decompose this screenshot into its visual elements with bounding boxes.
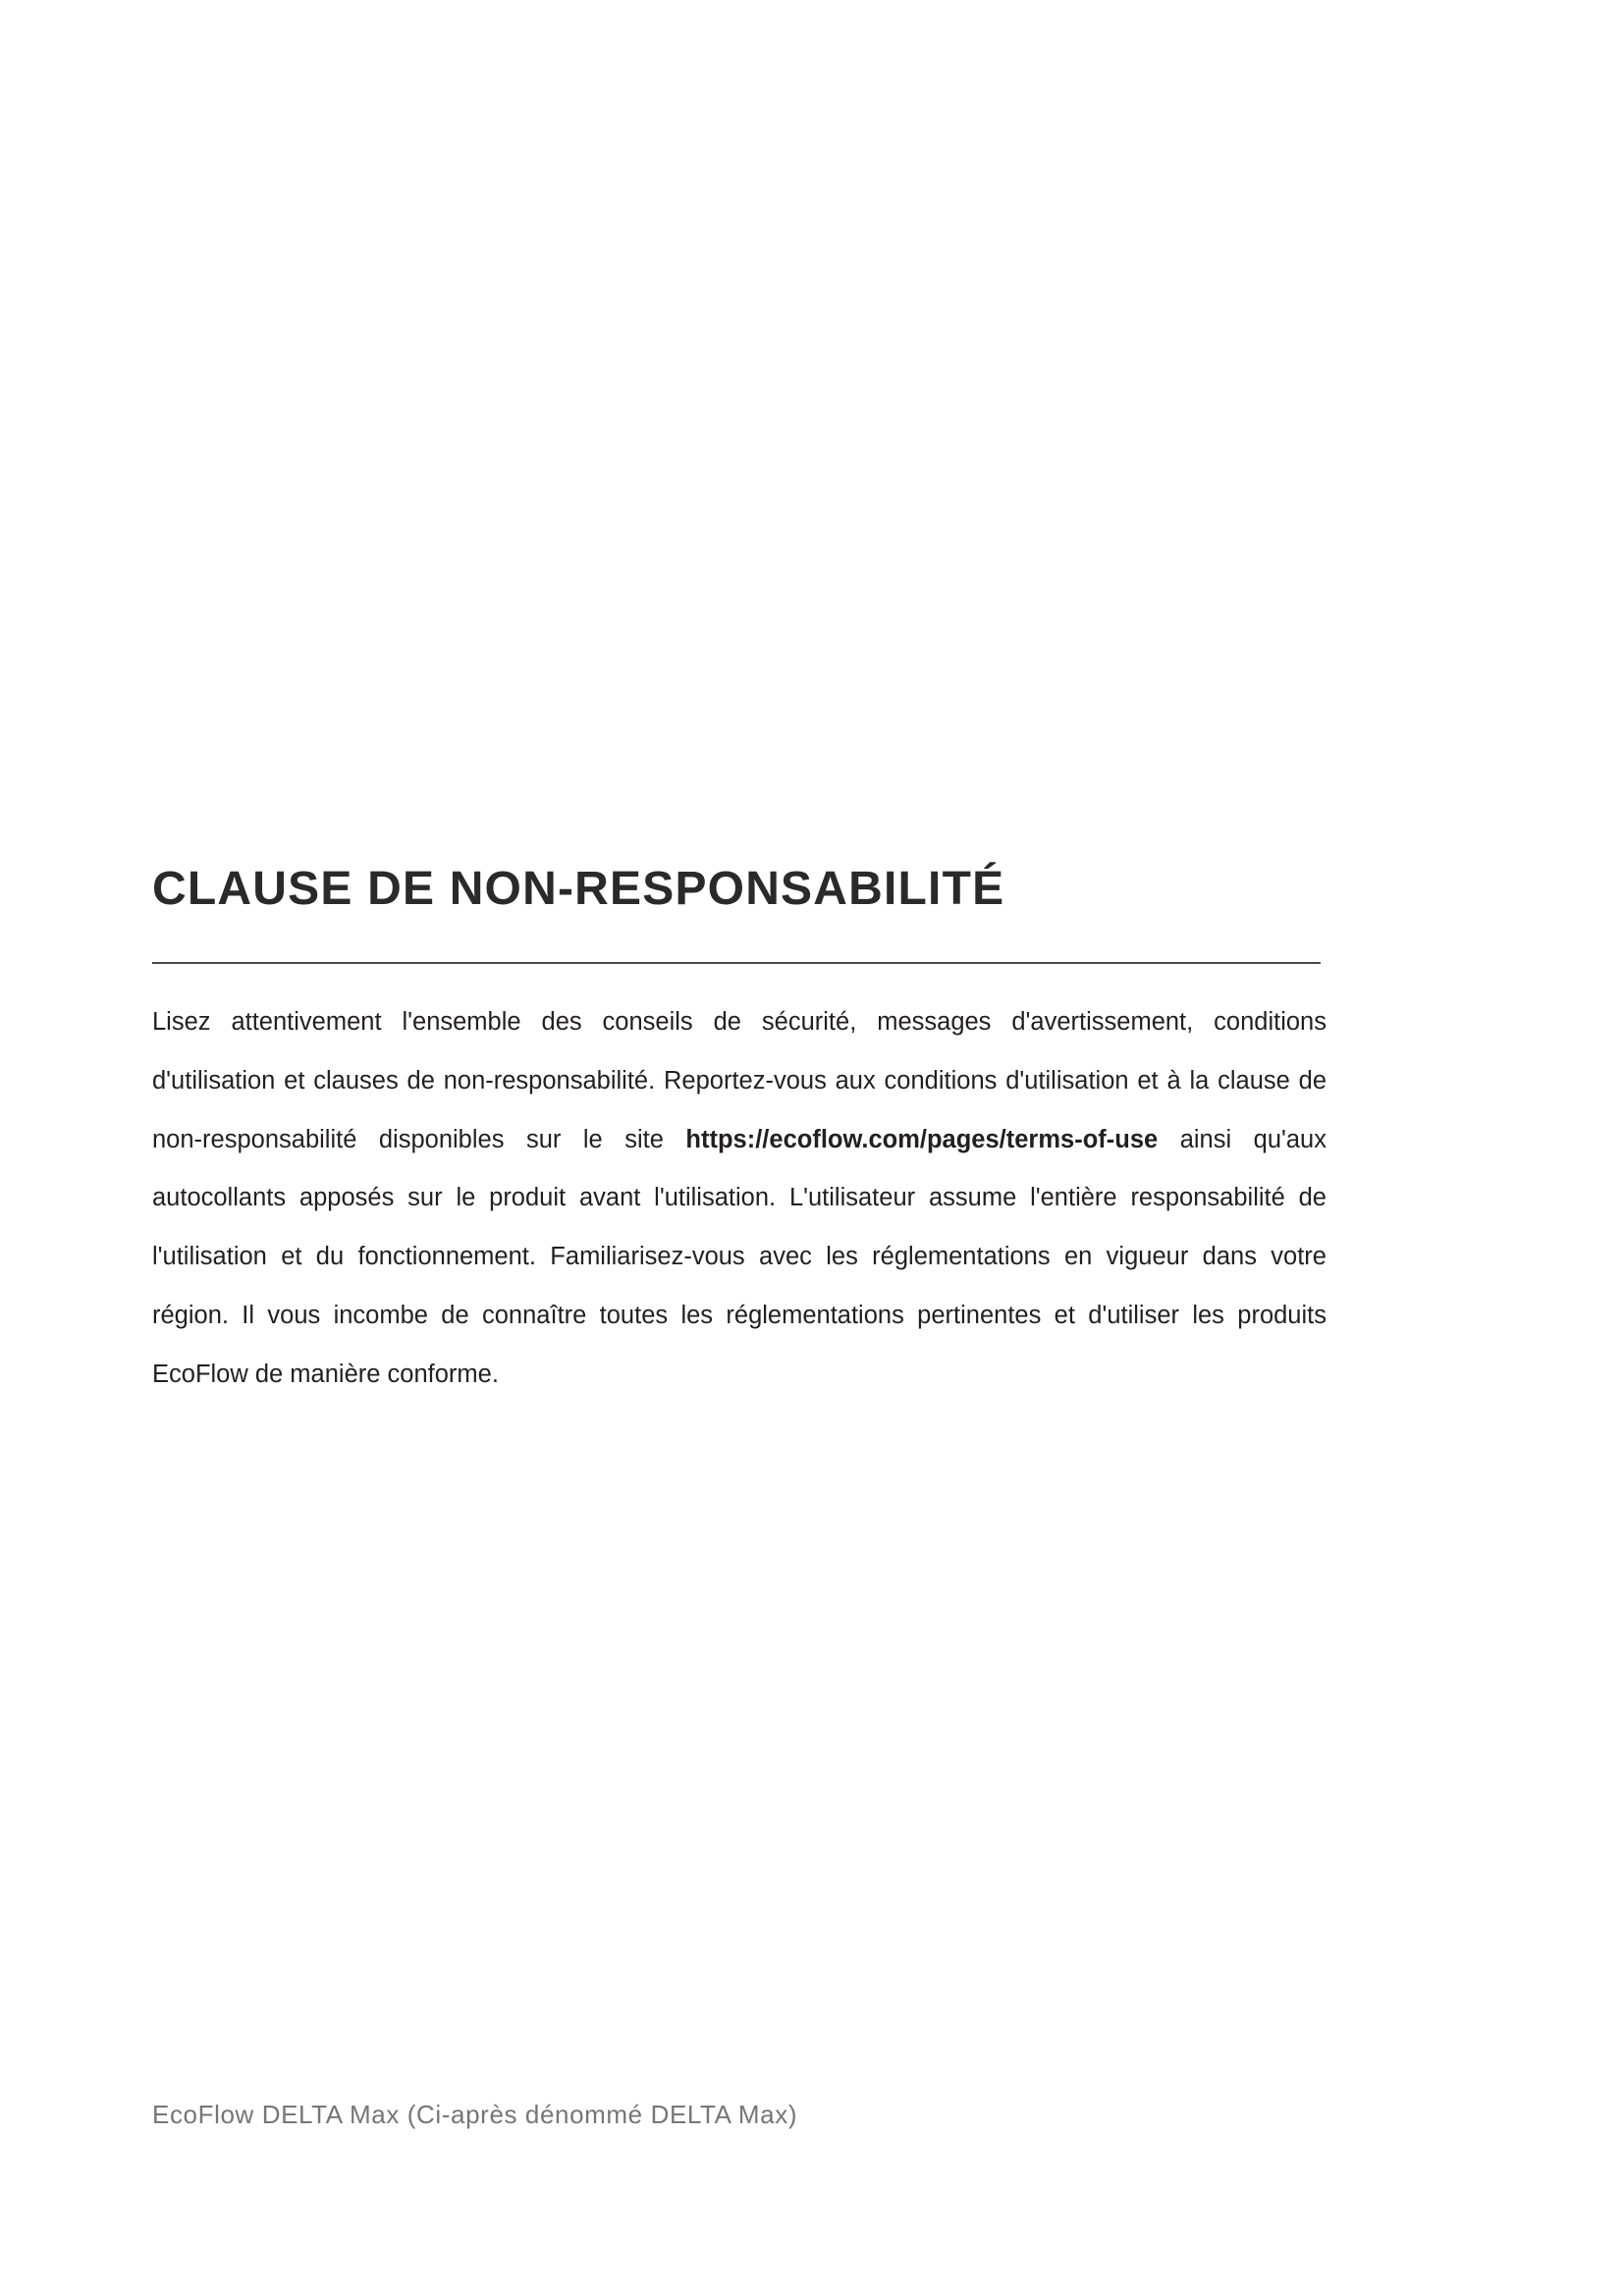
disclaimer-text-part-2: ainsi qu'aux autocollants apposés sur le produit avant l'utilisation. L'utilisateur assume l'entière responsabilité de l'utilisation et du fonctionnement. Familiarisez-vous avec les réglementations en vigueur dans votre région. Il vous incombe de connaître toutes les réglementations pertinentes et d'utiliser les produits EcoFlow de manière conforme. (152, 1125, 1326, 1388)
disclaimer-text-part-1: Lisez attentivement l'ensemble des conseils de sécurité, messages d'avertissement, conditions d'utilisation et clauses de non-responsabilité. Reportez-vous aux conditions d'utilisation et à la clause de non-responsabilité disponibles sur le site (152, 1008, 1326, 1153)
title-divider (152, 962, 1321, 964)
page-title: CLAUSE DE NON-RESPONSABILITÉ (152, 863, 1005, 915)
page-footer: EcoFlow DELTA Max (Ci-après dénommé DELTA Max) (152, 2100, 798, 2129)
disclaimer-paragraph (152, 993, 1326, 1405)
terms-of-use-url: https://ecoflow.com/pages/terms-of-use (685, 1125, 1159, 1153)
